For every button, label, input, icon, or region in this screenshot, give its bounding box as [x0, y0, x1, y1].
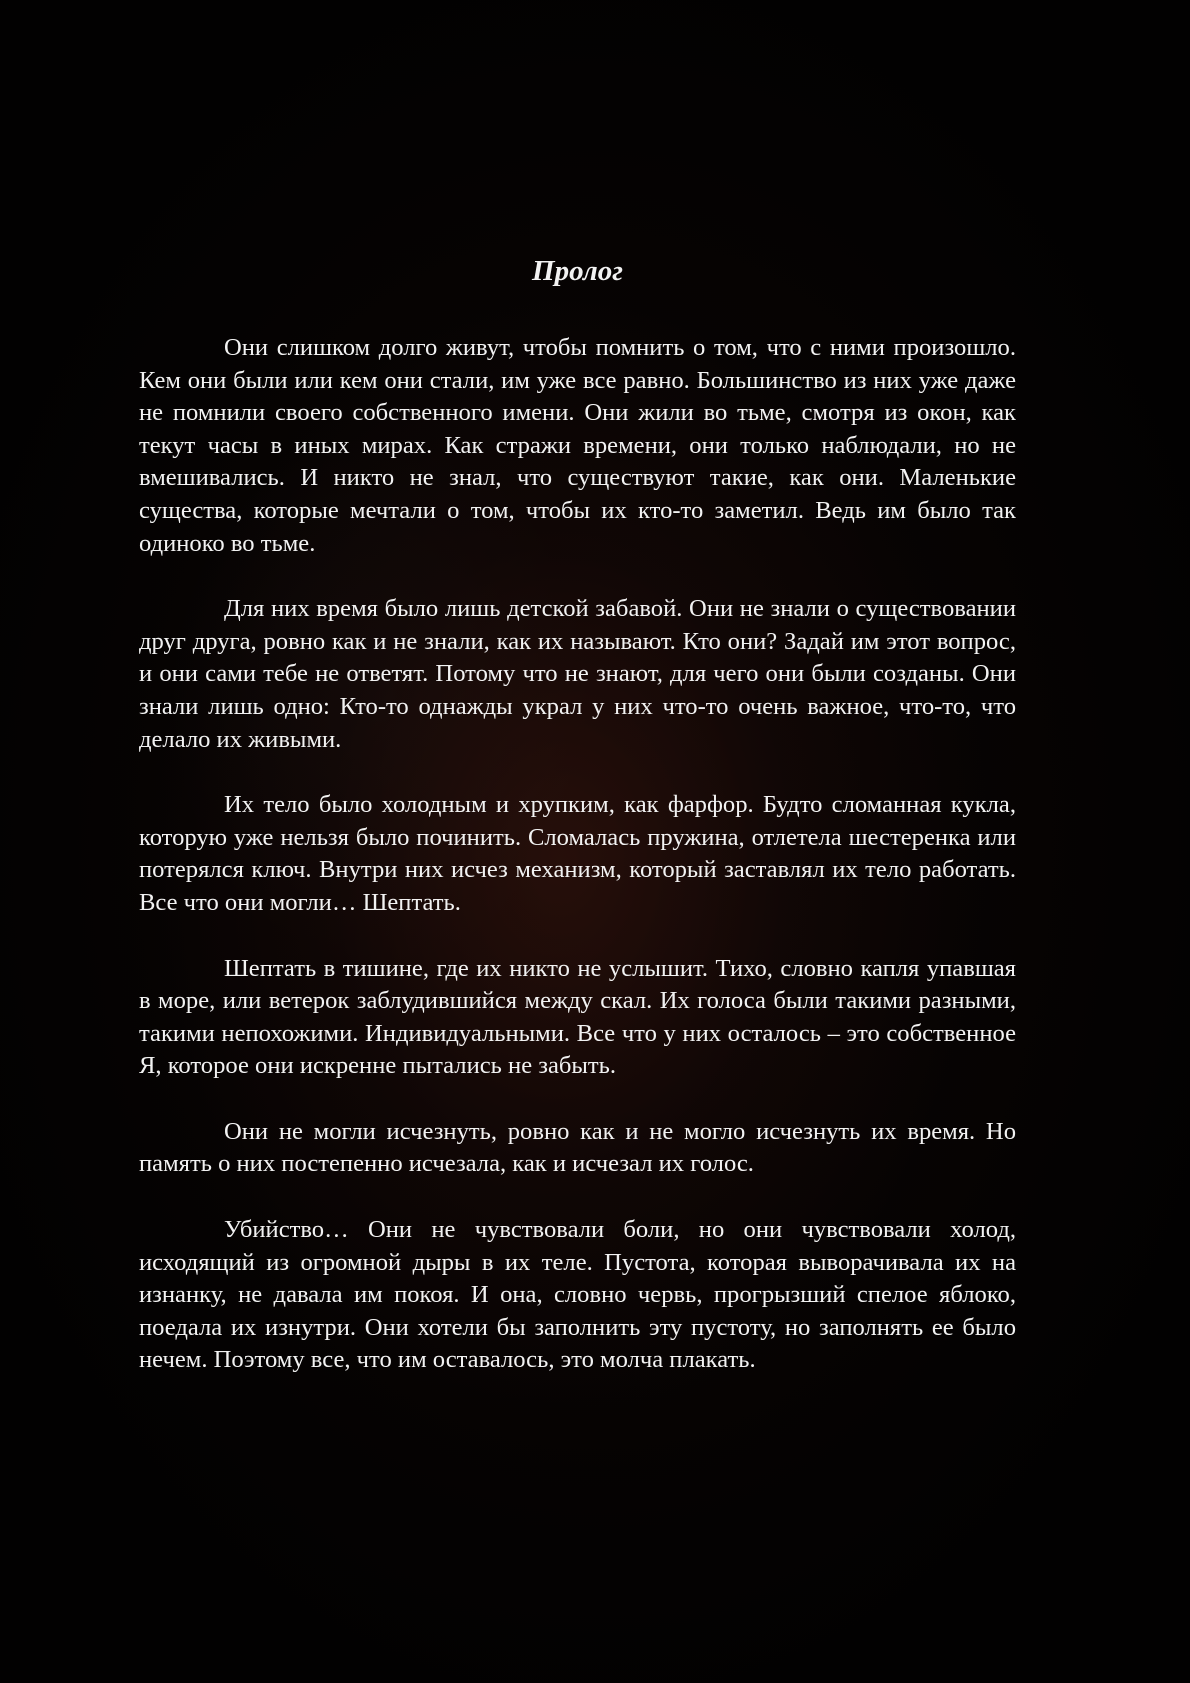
paragraph-6: Убийство… Они не чувствовали боли, но они чувствовали холод, исходящий из огромной дыры в их теле. Пустота, которая выворачивала их на изнанку, не давала им покоя. И она, словно червь, прогрызший спелое яблоко, поедала их изнутри. Они хотели бы заполнить эту пустоту, но заполнять ее было нечем. Поэтому все, что им оставалось, это молча плакать. — [139, 1216, 1016, 1374]
paragraph-2: Для них время было лишь детской забавой. Они не знали о существовании друг друга, ровно как и не знали, как их называют. Кто они? Задай им этот вопрос, и они сами тебе не ответят. Потому что не знают, для чего они были созданы. Они знали лишь одно: Кто-то однажды украл у них что-то очень важное, что-то, что делало их живыми. — [139, 595, 1016, 753]
paragraph-5: Они не могли исчезнуть, ровно как и не могло исчезнуть их время. Но память о них постепенно исчезала, как и исчезал их голос. — [139, 1117, 1016, 1178]
page-title: Пролог — [532, 255, 623, 287]
paragraph-3: Их тело было холодным и хрупким, как фарфор. Будто сломанная кукла, которую уже нельзя было починить. Сломалась пружина, отлетела шестеренка или потерялся ключ. Внутри них исчез механизм, который заставлял их тело работать. Все что они могли… Шептать. — [139, 791, 1016, 916]
paragraph-4: Шептать в тишине, где их никто не услышит. Тихо, словно капля упавшая в море, или ветерок заблудившийся между скал. Их голоса были такими разными, такими непохожими. Индивидуальными. Все что у них осталось – это собственное Я, которое они искренне пытались не забыть. — [139, 954, 1016, 1080]
paragraph-1: Они слишком долго живут, чтобы помнить о том, что с ними произошло. Кем они были или кем они стали, им уже все равно. Большинство из них уже даже не помнили своего собственного имени. Они жили во тьме, смотря из окон, как текут часы в иных мирах. Как стражи времени, они только наблюдали, но не вмешивались. И никто не знал, что существуют такие, как они. Маленькие существа, которые мечтали о том, чтобы их кто-то заметил. Ведь им было так одиноко во тьме. — [139, 334, 1016, 557]
document-page — [139, 252, 1016, 1410]
